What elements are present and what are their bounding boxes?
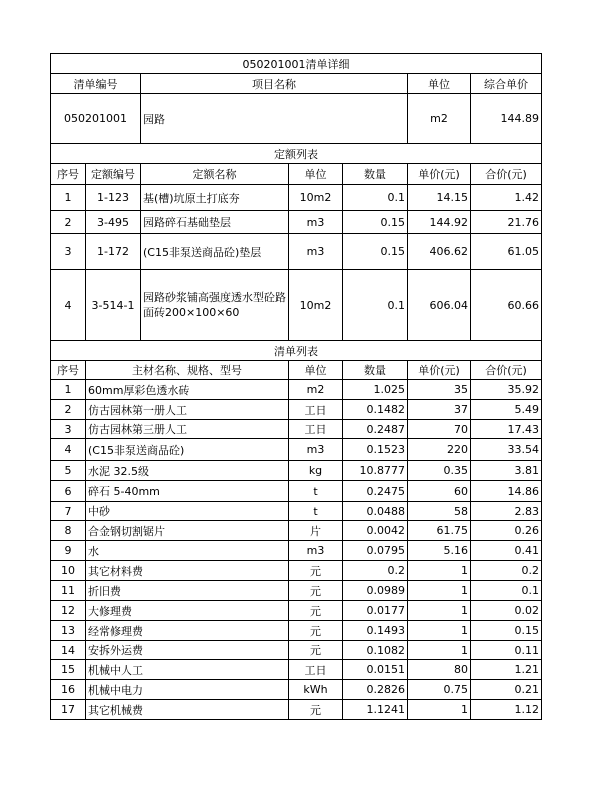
- quota-code: 3-495: [86, 211, 141, 234]
- material-unit: m3: [289, 439, 343, 461]
- quota-total: 61.05: [471, 234, 542, 270]
- material-name: 水: [86, 541, 289, 561]
- mat-unit-header: 单位: [289, 361, 343, 380]
- material-unit: m2: [289, 380, 343, 400]
- material-total: 0.21: [471, 680, 542, 700]
- material-unit: 工日: [289, 420, 343, 439]
- material-name: 碎石 5-40mm: [86, 481, 289, 502]
- quota-code: 1-123: [86, 185, 141, 211]
- quota-unit: 10m2: [289, 185, 343, 211]
- material-unit: 元: [289, 601, 343, 621]
- quota-total: 1.42: [471, 185, 542, 211]
- item-name: 园路: [141, 94, 408, 144]
- quota-price: 406.62: [408, 234, 471, 270]
- material-unit: 元: [289, 641, 343, 660]
- material-row: [51, 581, 542, 601]
- material-price: 0.75: [408, 680, 471, 700]
- material-unit: 工日: [289, 660, 343, 680]
- material-qty: 0.2: [343, 561, 408, 581]
- quota-code: 1-172: [86, 234, 141, 270]
- unit-header: 单位: [408, 74, 471, 94]
- material-total: 0.26: [471, 521, 542, 541]
- material-price: 35: [408, 380, 471, 400]
- quota-seq: 4: [51, 270, 86, 341]
- material-unit: 元: [289, 581, 343, 601]
- material-price: 220: [408, 439, 471, 461]
- material-seq: 17: [51, 700, 86, 720]
- material-total: 33.54: [471, 439, 542, 461]
- material-qty: 0.1523: [343, 439, 408, 461]
- material-seq: 3: [51, 420, 86, 439]
- material-price: 37: [408, 400, 471, 420]
- material-qty: 0.0177: [343, 601, 408, 621]
- material-name: 水泥 32.5级: [86, 461, 289, 481]
- material-seq: 15: [51, 660, 86, 680]
- material-name: 机械中电力: [86, 680, 289, 700]
- material-seq: 9: [51, 541, 86, 561]
- quota-row: [51, 211, 542, 234]
- material-seq: 10: [51, 561, 86, 581]
- mat-total-header: 合价(元): [471, 361, 542, 380]
- material-row: [51, 700, 542, 720]
- material-unit: 元: [289, 621, 343, 641]
- material-seq: 1: [51, 380, 86, 400]
- mat-qty-header: 数量: [343, 361, 408, 380]
- material-unit: m3: [289, 541, 343, 561]
- material-seq: 8: [51, 521, 86, 541]
- quota-row: [51, 270, 542, 341]
- material-price: 1: [408, 700, 471, 720]
- material-seq: 14: [51, 641, 86, 660]
- quota-total: 21.76: [471, 211, 542, 234]
- material-price: 1: [408, 621, 471, 641]
- material-seq: 16: [51, 680, 86, 700]
- quota-seq: 3: [51, 234, 86, 270]
- material-qty: 0.0151: [343, 660, 408, 680]
- material-price: 60: [408, 481, 471, 502]
- quota-price-header: 单价(元): [408, 164, 471, 185]
- quota-qty: 0.15: [343, 211, 408, 234]
- material-price: 5.16: [408, 541, 471, 561]
- quota-name: (C15非泵送商品砼)垫层: [141, 234, 289, 270]
- material-row: [51, 439, 542, 461]
- material-unit: 元: [289, 700, 343, 720]
- material-price: 58: [408, 502, 471, 521]
- material-total: 1.21: [471, 660, 542, 680]
- quota-qty: 0.15: [343, 234, 408, 270]
- material-row: [51, 680, 542, 700]
- material-name: 其它材料费: [86, 561, 289, 581]
- quota-unit: 10m2: [289, 270, 343, 341]
- material-unit: kg: [289, 461, 343, 481]
- material-row: [51, 541, 542, 561]
- material-total: 0.41: [471, 541, 542, 561]
- material-seq: 2: [51, 400, 86, 420]
- material-name: (C15非泵送商品砼): [86, 439, 289, 461]
- material-unit: t: [289, 481, 343, 502]
- quota-qty: 0.1: [343, 270, 408, 341]
- quota-name-header: 定额名称: [141, 164, 289, 185]
- price-header: 综合单价: [471, 74, 542, 94]
- quota-row: [51, 234, 542, 270]
- quota-price: 606.04: [408, 270, 471, 341]
- quota-seq-header: 序号: [51, 164, 86, 185]
- material-row: [51, 621, 542, 641]
- mat-name-header: 主材名称、规格、型号: [86, 361, 289, 380]
- quota-qty-header: 数量: [343, 164, 408, 185]
- material-name: 安拆外运费: [86, 641, 289, 660]
- material-qty: 0.0989: [343, 581, 408, 601]
- quota-name: 基(槽)坑原土打底夯: [141, 185, 289, 211]
- material-total: 1.12: [471, 700, 542, 720]
- material-row: [51, 521, 542, 541]
- name-header: 项目名称: [141, 74, 408, 94]
- material-qty: 0.1482: [343, 400, 408, 420]
- table-title: 050201001清单详细: [51, 54, 542, 74]
- material-seq: 7: [51, 502, 86, 521]
- material-row: [51, 481, 542, 502]
- quota-unit-header: 单位: [289, 164, 343, 185]
- quota-total-header: 合价(元): [471, 164, 542, 185]
- material-seq: 5: [51, 461, 86, 481]
- material-total: 2.83: [471, 502, 542, 521]
- material-total: 14.86: [471, 481, 542, 502]
- material-qty: 10.8777: [343, 461, 408, 481]
- material-unit: 片: [289, 521, 343, 541]
- material-qty: 1.025: [343, 380, 408, 400]
- material-qty: 0.0488: [343, 502, 408, 521]
- material-qty: 0.0795: [343, 541, 408, 561]
- material-total: 3.81: [471, 461, 542, 481]
- material-total: 0.11: [471, 641, 542, 660]
- quota-price: 144.92: [408, 211, 471, 234]
- material-name: 其它机械费: [86, 700, 289, 720]
- material-total: 17.43: [471, 420, 542, 439]
- material-total: 35.92: [471, 380, 542, 400]
- item-code: 050201001: [51, 94, 141, 144]
- material-total: 0.2: [471, 561, 542, 581]
- material-unit: kWh: [289, 680, 343, 700]
- bill-detail-table: [50, 53, 542, 720]
- material-qty: 0.0042: [343, 521, 408, 541]
- material-price: 70: [408, 420, 471, 439]
- material-price: 1: [408, 601, 471, 621]
- material-total: 0.02: [471, 601, 542, 621]
- material-qty: 0.2487: [343, 420, 408, 439]
- material-price: 1: [408, 641, 471, 660]
- quota-code-header: 定额编号: [86, 164, 141, 185]
- material-row: [51, 400, 542, 420]
- quota-total: 60.66: [471, 270, 542, 341]
- material-row: [51, 380, 542, 400]
- code-header: 清单编号: [51, 74, 141, 94]
- material-price: 1: [408, 561, 471, 581]
- material-row: [51, 502, 542, 521]
- item-price: 144.89: [471, 94, 542, 144]
- material-qty: 0.2826: [343, 680, 408, 700]
- material-price: 1: [408, 581, 471, 601]
- material-seq: 11: [51, 581, 86, 601]
- quota-unit: m3: [289, 234, 343, 270]
- material-row: [51, 601, 542, 621]
- material-row: [51, 660, 542, 680]
- quota-seq: 2: [51, 211, 86, 234]
- material-qty: 0.1493: [343, 621, 408, 641]
- material-name: 仿古园林第一册人工: [86, 400, 289, 420]
- material-name: 中砂: [86, 502, 289, 521]
- material-qty: 1.1241: [343, 700, 408, 720]
- material-name: 折旧费: [86, 581, 289, 601]
- material-unit: 元: [289, 561, 343, 581]
- material-price: 0.35: [408, 461, 471, 481]
- material-unit: 工日: [289, 400, 343, 420]
- quota-price: 14.15: [408, 185, 471, 211]
- quota-name: 园路碎石基础垫层: [141, 211, 289, 234]
- material-qty: 0.1082: [343, 641, 408, 660]
- material-seq: 6: [51, 481, 86, 502]
- material-total: 0.1: [471, 581, 542, 601]
- material-name: 机械中人工: [86, 660, 289, 680]
- quota-section-title: 定额列表: [51, 144, 542, 164]
- material-seq: 13: [51, 621, 86, 641]
- material-unit: t: [289, 502, 343, 521]
- material-total: 5.49: [471, 400, 542, 420]
- material-name: 仿古园林第三册人工: [86, 420, 289, 439]
- material-price: 61.75: [408, 521, 471, 541]
- item-unit: m2: [408, 94, 471, 144]
- quota-code: 3-514-1: [86, 270, 141, 341]
- material-row: [51, 461, 542, 481]
- material-qty: 0.2475: [343, 481, 408, 502]
- material-seq: 4: [51, 439, 86, 461]
- quota-row: [51, 185, 542, 211]
- mat-price-header: 单价(元): [408, 361, 471, 380]
- material-row: [51, 420, 542, 439]
- quota-name: 园路砂浆铺高强度透水型砼路面砖200×100×60: [141, 270, 289, 341]
- quota-seq: 1: [51, 185, 86, 211]
- material-row: [51, 561, 542, 581]
- material-name: 大修理费: [86, 601, 289, 621]
- quota-qty: 0.1: [343, 185, 408, 211]
- material-seq: 12: [51, 601, 86, 621]
- quota-unit: m3: [289, 211, 343, 234]
- material-name: 60mm厚彩色透水砖: [86, 380, 289, 400]
- mat-seq-header: 序号: [51, 361, 86, 380]
- material-row: [51, 641, 542, 660]
- material-price: 80: [408, 660, 471, 680]
- material-name: 合金钢切割锯片: [86, 521, 289, 541]
- material-name: 经常修理费: [86, 621, 289, 641]
- materials-section-title: 清单列表: [51, 341, 542, 361]
- material-total: 0.15: [471, 621, 542, 641]
